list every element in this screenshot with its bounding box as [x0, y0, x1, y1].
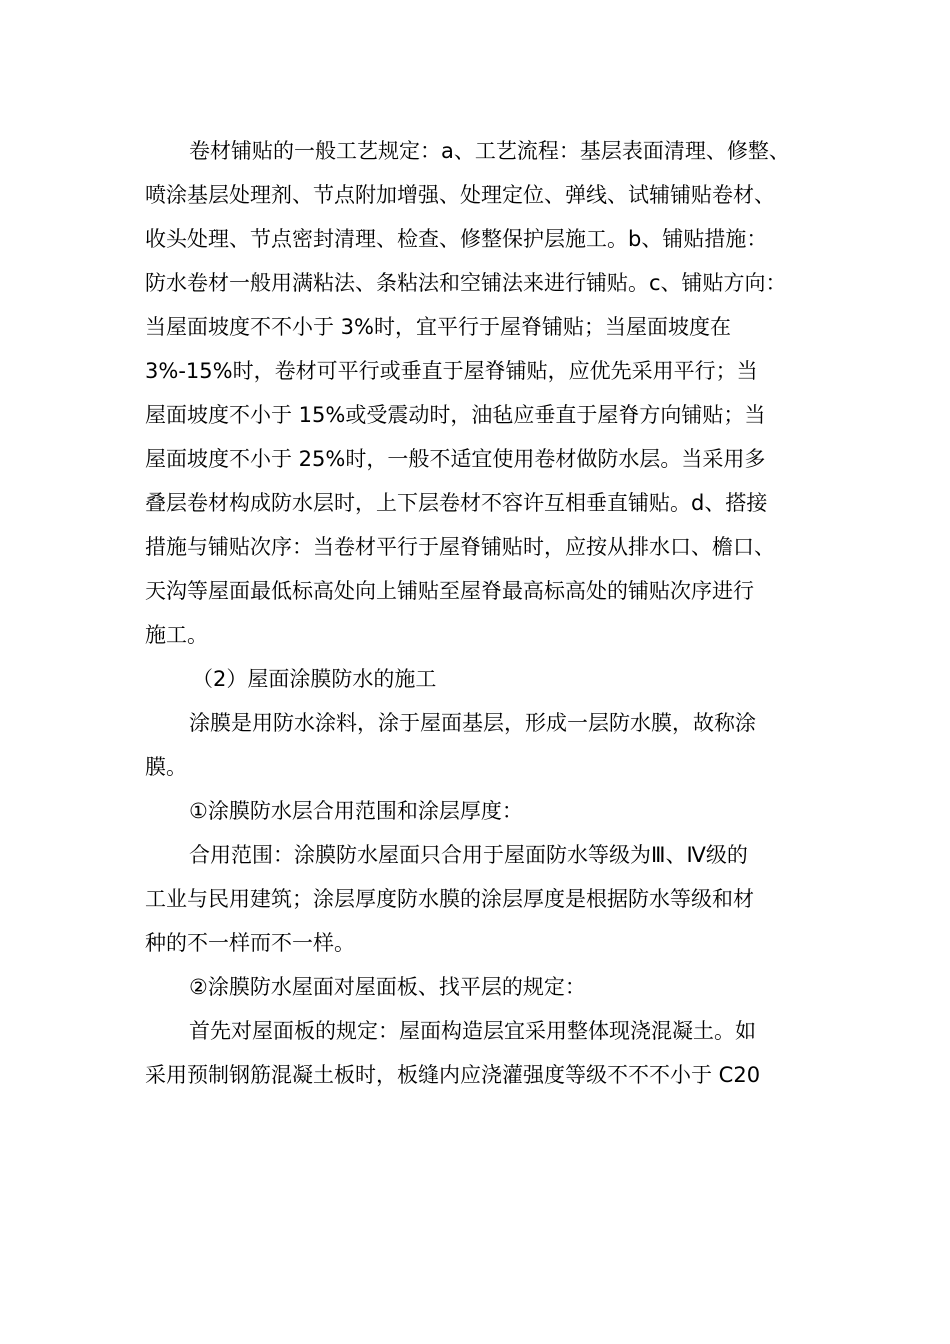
paragraph-line: 屋面坡度不小于 25%时，一般不适宜使用卷材做防水层。当采用多 [145, 447, 766, 471]
paragraph-line: 合用范围：涂膜防水屋面只合用于屋面防水等级为Ⅲ、Ⅳ级的 [189, 843, 748, 867]
section-heading: （2）屋面涂膜防水的施工 [192, 667, 437, 691]
paragraph-line: 喷涂基层处理剂、节点附加增强、处理定位、弹线、试辅铺贴卷材、 [145, 183, 775, 207]
paragraph-line: 施工。 [145, 623, 208, 647]
paragraph-line: 首先对屋面板的规定：屋面构造层宜采用整体现浇混凝土。如 [189, 1019, 756, 1043]
paragraph-line: 当屋面坡度不不小于 3%时，宜平行于屋脊铺贴；当屋面坡度在 [145, 315, 731, 339]
paragraph-line: 措施与铺贴次序：当卷材平行于屋脊铺贴时，应按从排水口、檐口、 [145, 535, 775, 559]
paragraph-line: 天沟等屋面最低标高处向上铺贴至屋脊最高标高处的铺贴次序进行 [145, 579, 754, 603]
paragraph-line: 收头处理、节点密封清理、检查、修整保护层施工。b、铺贴措施： [145, 227, 768, 251]
paragraph-line: 种的不一样而不一样。 [145, 931, 355, 955]
subsection-heading: ②涂膜防水屋面对屋面板、找平层的规定： [189, 975, 586, 999]
paragraph-line: 3%-15%时，卷材可平行或垂直于屋脊铺贴，应优先采用平行；当 [145, 359, 758, 383]
paragraph-line: 卷材铺贴的一般工艺规定：a、工艺流程：基层表面清理、修整、 [189, 139, 790, 163]
paragraph-line: 屋面坡度不小于 15%或受震动时，油毡应垂直于屋脊方向铺贴；当 [145, 403, 766, 427]
paragraph-line: 叠层卷材构成防水层时，上下层卷材不容许互相垂直铺贴。d、搭接 [145, 491, 768, 515]
paragraph-line: 工业与民用建筑；涂层厚度防水膜的涂层厚度是根据防水等级和材 [145, 887, 754, 911]
paragraph-line: 采用预制钢筋混凝土板时，板缝内应浇灌强度等级不不不小于 C20 [145, 1063, 761, 1087]
paragraph-line: 防水卷材一般用满粘法、条粘法和空铺法来进行铺贴。c、铺贴方向： [145, 271, 787, 295]
subsection-heading: ①涂膜防水层合用范围和涂层厚度： [189, 799, 523, 823]
paragraph-line: 膜。 [145, 755, 187, 779]
paragraph-line: 涂膜是用防水涂料，涂于屋面基层，形成一层防水膜，故称涂 [189, 711, 756, 735]
